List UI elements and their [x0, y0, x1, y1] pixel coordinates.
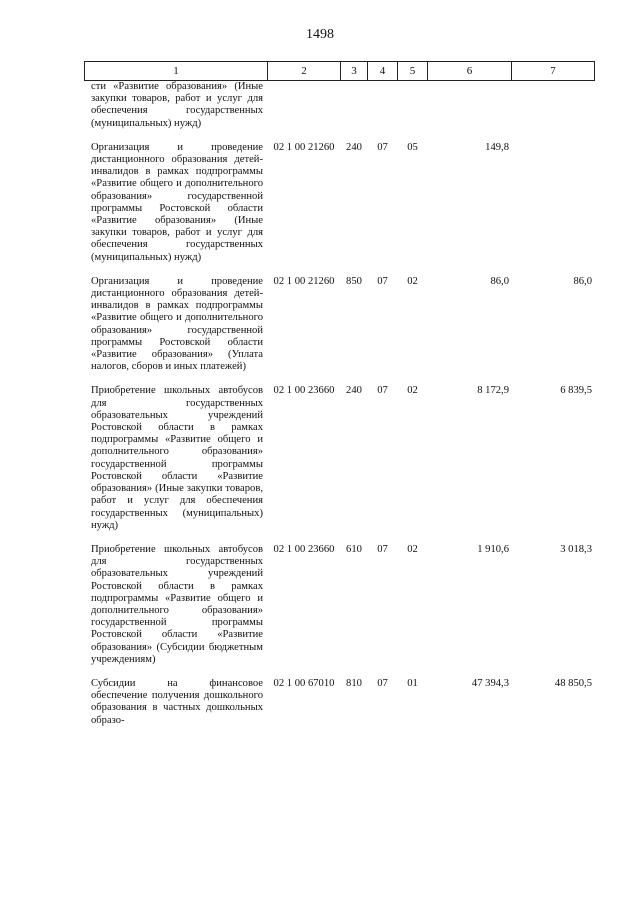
budget-table	[84, 61, 595, 739]
row-pr: 02	[398, 385, 428, 543]
row-sum-2: 86,0	[512, 276, 595, 386]
column-header: 2	[268, 62, 341, 81]
row-sum-2: 3 018,3	[512, 544, 595, 678]
table-row	[85, 385, 595, 543]
row-sum-2	[512, 81, 595, 142]
row-pr	[398, 81, 428, 142]
table-row	[85, 544, 595, 678]
row-code: 02 1 00 21260	[268, 276, 341, 386]
row-pr: 02	[398, 544, 428, 678]
column-header: 1	[85, 62, 268, 81]
row-rz	[368, 81, 398, 142]
row-vr: 240	[341, 385, 368, 543]
row-sum-2: 6 839,5	[512, 385, 595, 543]
row-sum-2: 48 850,5	[512, 678, 595, 739]
table-row	[85, 142, 595, 276]
row-rz: 07	[368, 385, 398, 543]
row-sum-1	[428, 81, 512, 142]
row-rz: 07	[368, 544, 398, 678]
table-header-row	[85, 62, 595, 81]
row-name: Организация и проведение дистанционного образования детей-инвалидов в рамках подпрограммы «Развитие общего и дополнительного образования» государственной программы Ростовской области «Развитие образования» (Уплата налогов, сборов и иных платежей)	[85, 276, 268, 386]
row-vr: 810	[341, 678, 368, 739]
row-rz: 07	[368, 276, 398, 386]
row-sum-1: 8 172,9	[428, 385, 512, 543]
row-code: 02 1 00 21260	[268, 142, 341, 276]
row-name: Субсидии на финансовое обеспечение получения дошкольного образования в частных дошкольных образо-	[85, 678, 268, 739]
column-header: 7	[512, 62, 595, 81]
row-rz: 07	[368, 142, 398, 276]
column-header: 3	[341, 62, 368, 81]
table-row	[85, 678, 595, 739]
row-pr: 02	[398, 276, 428, 386]
page-number: 1498	[306, 27, 334, 42]
row-name: сти «Развитие образования» (Иные закупки товаров, работ и услуг для обеспечения государственных (муниципальных) нужд)	[85, 81, 268, 142]
row-rz: 07	[368, 678, 398, 739]
row-sum-1: 86,0	[428, 276, 512, 386]
table-row	[85, 81, 595, 142]
row-name: Приобретение школьных автобусов для государственных образовательных учреждений Ростовской области в рамках подпрограммы «Развитие общего и дополнительного образования» государственной программы Ростовской области «Развитие образования» (Иные закупки товаров, работ и услуг для обеспечения государственных (муниципальных) нужд)	[85, 385, 268, 543]
row-vr: 850	[341, 276, 368, 386]
column-header: 4	[368, 62, 398, 81]
row-name: Организация и проведение дистанционного образования детей-инвалидов в рамках подпрограммы «Развитие общего и дополнительного образования» государственной программы Ростовской области «Развитие образования» (Иные закупки товаров, работ и услуг для обеспечения государственных (муниципальных) нужд)	[85, 142, 268, 276]
row-code	[268, 81, 341, 142]
column-header: 6	[428, 62, 512, 81]
row-sum-1: 1 910,6	[428, 544, 512, 678]
row-sum-2	[512, 142, 595, 276]
row-vr: 240	[341, 142, 368, 276]
row-sum-1: 149,8	[428, 142, 512, 276]
row-code: 02 1 00 67010	[268, 678, 341, 739]
row-code: 02 1 00 23660	[268, 385, 341, 543]
row-sum-1: 47 394,3	[428, 678, 512, 739]
table-row	[85, 276, 595, 386]
row-code: 02 1 00 23660	[268, 544, 341, 678]
row-vr	[341, 81, 368, 142]
column-header: 5	[398, 62, 428, 81]
row-pr: 05	[398, 142, 428, 276]
row-name: Приобретение школьных автобусов для государственных образовательных учреждений Ростовской области в рамках подпрограммы «Развитие общего и дополнительного образования» государственной программы Ростовской области «Развитие образования» (Субсидии бюджетным учреждениям)	[85, 544, 268, 678]
row-vr: 610	[341, 544, 368, 678]
row-pr: 01	[398, 678, 428, 739]
